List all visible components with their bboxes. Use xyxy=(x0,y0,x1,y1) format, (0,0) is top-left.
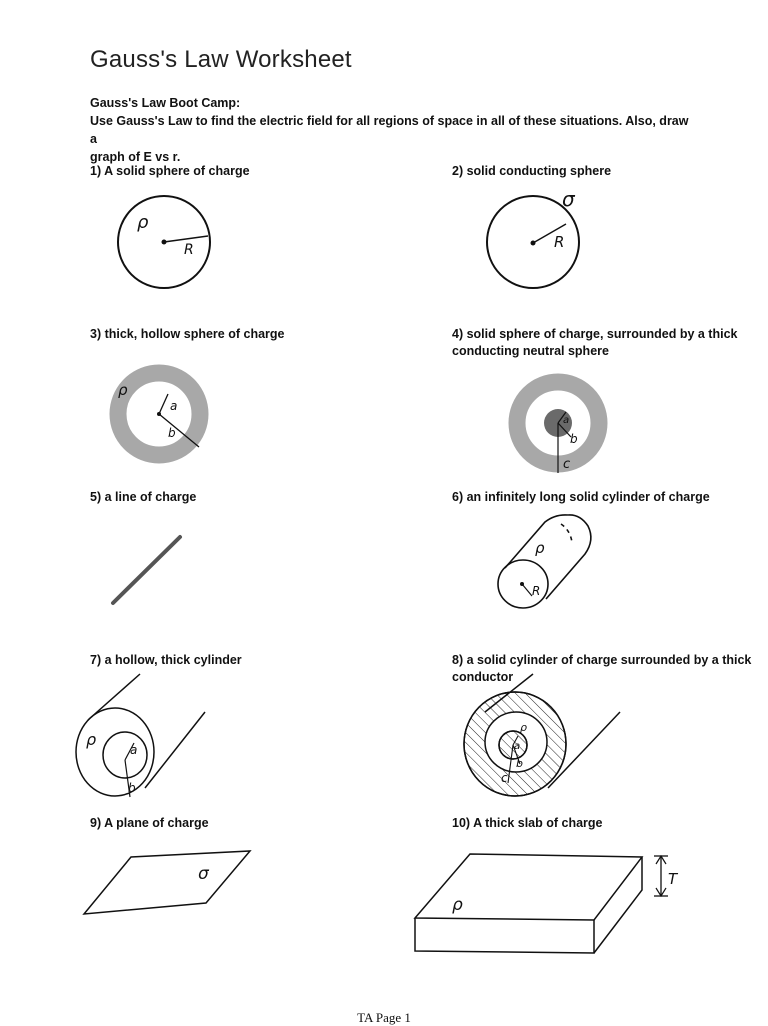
intro-instructions-line1: Use Gauss's Law to find the electric field for all regions of space in all of these situations. Also, draw a xyxy=(90,114,689,146)
intro-heading: Gauss's Law Boot Camp: xyxy=(90,96,241,110)
symbol-rho-3: ρ xyxy=(118,381,128,399)
symbol-rho-10: ρ xyxy=(452,895,463,915)
symbol-rho-6: ρ xyxy=(535,539,545,557)
page-title: Gauss's Law Worksheet xyxy=(90,46,352,73)
symbol-a-8: a xyxy=(514,741,521,752)
symbol-R-6: R xyxy=(532,584,541,598)
problem-2-label: 2) solid conducting sphere xyxy=(452,164,612,178)
figure-hollow-sphere xyxy=(118,373,200,455)
symbol-b-3: b xyxy=(168,426,176,440)
problem-10-label: 10) A thick slab of charge xyxy=(452,816,603,830)
figure-cylinder-in-conductor xyxy=(464,674,620,796)
problem-7-label: 7) a hollow, thick cylinder xyxy=(90,653,242,667)
page-footer: TA Page 1 xyxy=(357,1010,411,1025)
symbol-c-8: c xyxy=(501,771,508,785)
problem-8-label-line1: 8) a solid cylinder of charge surrounded by a thick xyxy=(452,653,752,667)
problem-1-label: 1) A solid sphere of charge xyxy=(90,164,250,178)
symbol-R-1: R xyxy=(184,242,194,258)
figure-sphere-in-conducting-shell xyxy=(517,382,599,473)
symbol-b-7: b xyxy=(128,781,136,795)
symbol-a-4: a xyxy=(563,415,570,426)
figure-solid-sphere xyxy=(118,196,210,288)
symbol-b-8: b xyxy=(516,757,523,770)
problem-5-label: 5) a line of charge xyxy=(90,490,197,504)
figure-solid-cylinder xyxy=(498,515,591,608)
problem-3-label: 3) thick, hollow sphere of charge xyxy=(90,327,285,341)
symbol-sigma-2: σ xyxy=(562,187,575,211)
symbol-R-2: R xyxy=(554,233,565,251)
symbol-rho-1: ρ xyxy=(137,212,149,233)
figure-line-of-charge xyxy=(113,537,180,603)
problem-4-label-line1: 4) solid sphere of charge, surrounded by a thick xyxy=(452,327,738,341)
symbol-a-7: a xyxy=(130,743,138,757)
symbol-rho-7: ρ xyxy=(86,730,97,749)
figure-plane-of-charge xyxy=(84,851,250,914)
symbol-sigma-9: σ xyxy=(198,864,209,884)
symbol-c-4: c xyxy=(563,457,571,472)
intro-instructions-line2: graph of E vs r. xyxy=(90,150,181,164)
symbol-T-10: T xyxy=(668,870,678,888)
symbol-a-3: a xyxy=(170,399,178,413)
symbol-b-4: b xyxy=(570,432,578,446)
problem-4-label-line2: conducting neutral sphere xyxy=(452,344,609,358)
problem-9-label: 9) A plane of charge xyxy=(90,816,209,830)
symbol-rho-8: ρ xyxy=(520,721,527,734)
problem-6-label: 6) an infinitely long solid cylinder of charge xyxy=(452,490,710,504)
problem-8-label-line2: conductor xyxy=(452,670,514,684)
